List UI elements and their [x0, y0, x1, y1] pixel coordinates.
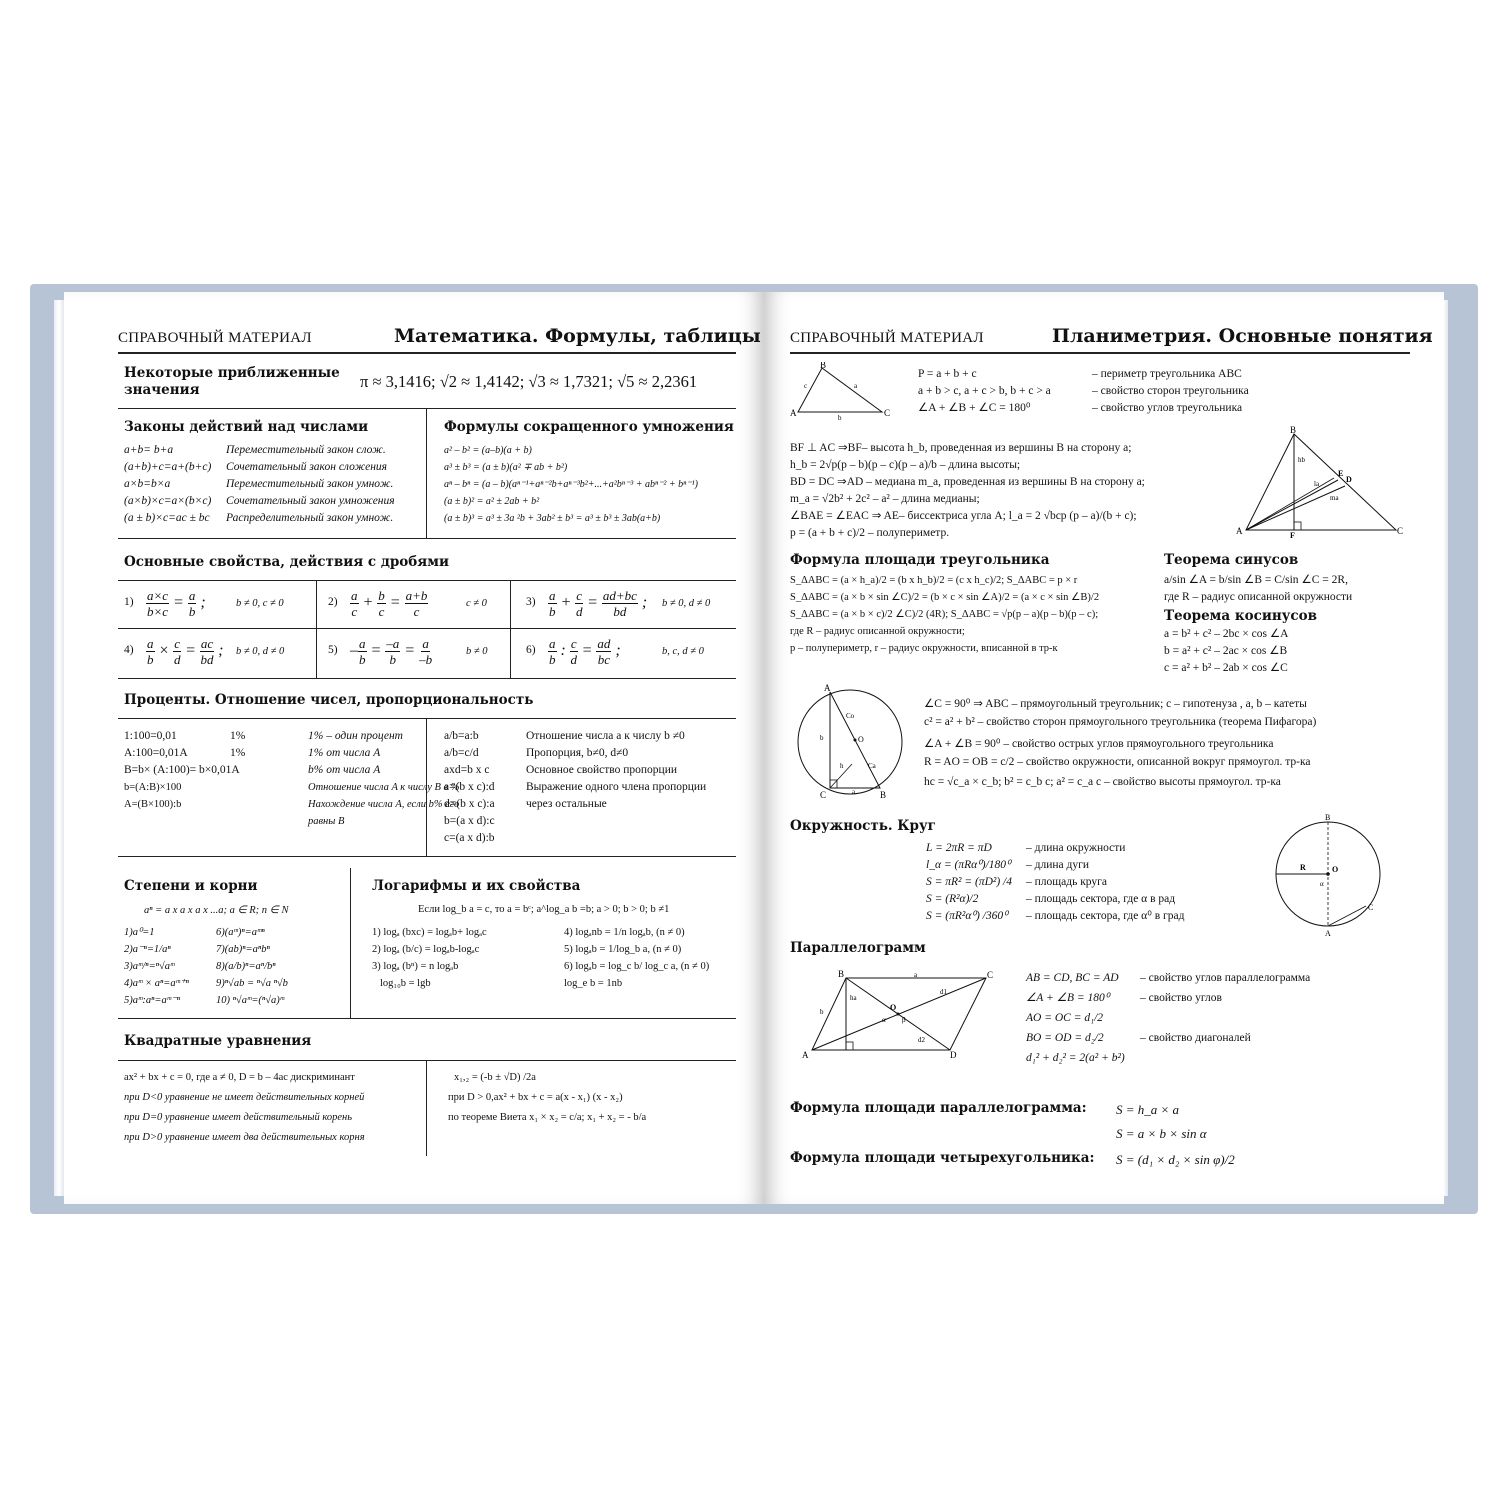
- right-page: [764, 292, 1444, 1204]
- cell: c=(a x d):b: [444, 832, 495, 844]
- cell: – свойство сторон треугольника: [1092, 385, 1249, 397]
- right-triangle-rows: [924, 696, 1316, 796]
- cell: 6)(aᵐ)ⁿ=aᵐⁿ: [216, 927, 265, 938]
- cell: 1% – один процент: [308, 730, 403, 742]
- frac-cond-4: b ≠ 0, d ≠ 0: [236, 646, 285, 657]
- label-C: C: [1397, 526, 1404, 536]
- area-triangle-formulas: [790, 572, 1099, 657]
- frac-num-3: 3): [526, 596, 536, 608]
- law-desc: Переместительный закон умнож.: [226, 478, 394, 490]
- law-desc: Сочетательный закон сложения: [226, 461, 388, 473]
- cell: Нахождение числа A, если b% его: [308, 799, 460, 810]
- approx-title-1: Некоторые приближенные: [124, 365, 340, 381]
- logs-col-a: [372, 924, 487, 992]
- cell: Отношение числа A к числу B в %: [308, 782, 460, 793]
- cell: R = AO = OB = c/2 – свойство окружности, описанной вокруг прямоугол. тр-ка: [924, 756, 1311, 768]
- label-C: C: [987, 970, 994, 980]
- cell: по теореме Виета x₁ × x₂ = c/a; x₁ + x₂ = - b/a: [448, 1112, 647, 1123]
- cell: L = 2πR = πD: [926, 842, 992, 854]
- frac-expr-6: $\frac{a}{b}$ : $\frac{c}{d}$ = $\frac{ad}{bc}$ ;: [549, 636, 621, 667]
- frac-num-1: 1): [124, 596, 134, 608]
- law-formula: (a ± b)×c=ac ± bc: [124, 512, 210, 524]
- cell: P = a + b + c: [918, 368, 977, 380]
- formula: (a ± b)² = a² ± 2ab + b²: [444, 496, 540, 507]
- cell: при D > 0,ax² + bx + c = a(x - x₁) (x - x₂): [448, 1092, 623, 1103]
- cell: S = πR² = (πD²) /4: [926, 876, 1012, 888]
- triangle-basic-formulas: [918, 366, 1051, 417]
- divider: [510, 580, 511, 678]
- cell: S_ΔABC = (a × h_a)/2 = (b x h_b)/2 = (c x h_c)/2; S_ΔABC = p × r: [790, 575, 1078, 586]
- percent-right-c: [526, 728, 706, 813]
- cell: – свойство углов: [1140, 992, 1222, 1004]
- cell: 6) logₐb = log_c b/ log_c a, (n ≠ 0): [564, 961, 710, 972]
- cell: a = b² + c² – 2bc × cos ∠A: [1164, 628, 1289, 640]
- powers-title: Степени и корни: [124, 878, 258, 894]
- label-A: A: [1236, 526, 1243, 536]
- divider: [426, 408, 427, 538]
- approx-values: π ≈ 3,1416; √2 ≈ 1,4142; √3 ≈ 1,7321; √5 ≈ 2,2361: [360, 372, 698, 391]
- frac-cond-1: b ≠ 0, c ≠ 0: [236, 598, 284, 609]
- cell: Пропорция, b≠0, d≠0: [526, 747, 629, 759]
- label-O: O: [1332, 865, 1339, 874]
- cell: A:100=0,01A: [124, 747, 188, 759]
- label-la: la: [1314, 480, 1320, 488]
- cell: при D=0 уравнение имеет действительный корень: [124, 1112, 353, 1123]
- label-h: h: [840, 762, 844, 770]
- approx-title-2: значения: [124, 382, 200, 398]
- circle-formulas: [926, 840, 1012, 925]
- powers-def: aⁿ = a x a x a x ...a; a ∈ R; n ∈ N: [144, 905, 289, 916]
- circle-diagram: [1270, 810, 1386, 940]
- cell: равны B: [308, 816, 345, 827]
- cell: a/sin ∠A = b/sin ∠B = C/sin ∠C = 2R,: [1164, 574, 1348, 586]
- percent-left-c: [308, 728, 459, 830]
- cell: BF ⊥ AC ⇒BF– высота h_b, проведенная из вершины B на сторону a;: [790, 442, 1132, 454]
- sines-title: Теорема синусов: [1164, 552, 1299, 568]
- frac-cond-5: b ≠ 0: [466, 646, 488, 657]
- quadratic-right: [448, 1072, 646, 1132]
- cell: 10) ⁿ√aᵐ=(ⁿ√a)ᵐ: [216, 995, 285, 1006]
- cell: d₁² + d₂² = 2(a² + b²): [1026, 1052, 1125, 1064]
- laws-title: Законы действий над числами: [124, 419, 369, 435]
- frac-expr-2: $\frac{a}{c}$ + $\frac{b}{c}$ = $\frac{a+b}{c}$: [351, 588, 428, 619]
- frac-num-5: 5): [328, 644, 338, 656]
- triangle-basic-desc: [1092, 366, 1249, 417]
- cell: h_b = 2√p(p – b)(p – c)(p – a)/b – длина высоты;: [790, 459, 1021, 471]
- cell: a=(b x c):d: [444, 781, 495, 793]
- quadratic-title: Квадратные уравнения: [124, 1033, 312, 1049]
- cell: p = (a + b + c)/2 – полупериметр.: [790, 527, 950, 539]
- divider: [316, 580, 317, 678]
- formula: a³ ± b³ = (a ± b)(a² ∓ ab + b²): [444, 462, 568, 473]
- cell: B=b× (A:100)= b×0,01A: [124, 764, 240, 776]
- frac-num-6: 6): [526, 644, 536, 656]
- label-O: O: [890, 1003, 897, 1012]
- label-hb: hb: [1298, 456, 1305, 464]
- cell: log₁₀b = lgb: [380, 978, 431, 989]
- frac-cond-3: b ≠ 0, d ≠ 0: [662, 598, 711, 609]
- rule: [118, 1060, 736, 1061]
- formula: aⁿ – bⁿ = (a – b)(aⁿ⁻¹+aⁿ⁻²b+aⁿ⁻³b²+...+a²bⁿ⁻³ + abⁿ⁻² + bⁿ⁻¹): [444, 479, 698, 490]
- cell: S_ΔABC = (a × b × c)/2 ∠C)/2 (4R); S_ΔABC = √p(p – a)(p – b)(p – c);: [790, 609, 1099, 620]
- label-Ca: Ca: [868, 762, 876, 770]
- label-C: C: [884, 408, 891, 418]
- label-E: E: [1338, 469, 1344, 478]
- label-B: B: [1290, 426, 1297, 435]
- cell: 5) logₐb = 1/log_b a, (n ≠ 0): [564, 944, 682, 955]
- left-page-edges: [54, 300, 64, 1196]
- rule: [118, 856, 736, 857]
- frac-num-2: 2): [328, 596, 338, 608]
- frac-expr-4: $\frac{a}{b}$ × $\frac{c}{d}$ = $\frac{ac}{bd}$ ;: [147, 636, 224, 667]
- laws-desc-list: [226, 442, 395, 527]
- cell: 2) logₐ (b/c) = logₐb-logₐc: [372, 944, 480, 955]
- cell: hc = √c_a × c_b; b² = c_b c; a² = c_a c – свойство высоты прямоугол. тр-ка: [924, 776, 1281, 788]
- label-Co: Co: [846, 712, 855, 720]
- cell: ∠A + ∠B + ∠C = 180⁰: [918, 402, 1031, 414]
- label-b: b: [838, 414, 842, 422]
- cell: b=(a x d):c: [444, 815, 495, 827]
- rule: [118, 678, 736, 679]
- circle-desc: [1026, 840, 1184, 925]
- header-rule: [118, 352, 736, 354]
- cosines-rows: [1164, 626, 1288, 677]
- cell: где R – радиус описанной окружности;: [790, 626, 965, 637]
- header-rule: [790, 352, 1410, 354]
- cell: ∠A + ∠B = 180⁰: [1026, 992, 1110, 1004]
- left-page-title: Математика. Формулы, таблицы: [394, 325, 761, 347]
- cell: b% от числа A: [308, 764, 381, 776]
- short-mult-title: Формулы сокращенного умножения: [444, 419, 734, 435]
- cell: 1) logₐ (bxc) = logₐb+ logₐc: [372, 927, 487, 938]
- label-c: c: [804, 382, 808, 390]
- cell: – длина дуги: [1026, 859, 1089, 871]
- label-B: B: [838, 970, 845, 979]
- cell: – свойство углов параллелограмма: [1140, 972, 1311, 984]
- cell: AO = OC = d₁/2: [1026, 1012, 1104, 1024]
- cell: AB = CD, BC = AD: [1026, 972, 1119, 984]
- cell: d=(b x c):a: [444, 798, 495, 810]
- cell: BO = OD = d₂/2: [1026, 1032, 1104, 1044]
- law-desc: Сочетательный закон умножения: [226, 495, 395, 507]
- powers-col-a: [124, 924, 189, 1009]
- label-O: O: [858, 735, 864, 744]
- cell: 1)a⁰=1: [124, 927, 155, 938]
- parallelogram-desc: [1140, 970, 1310, 1050]
- cell: BD = DC ⇒AD – медиана m_a, проведенная из вершины B на сторону a;: [790, 476, 1145, 488]
- cell: Выражение одного члена пропорции: [526, 781, 707, 793]
- label-C: C: [820, 790, 827, 800]
- rule: [118, 628, 736, 629]
- law-formula: (a×b)×c=a×(b×c): [124, 495, 212, 507]
- label-a: a: [852, 788, 856, 796]
- cell: S = (πR²α⁰) /360⁰: [926, 910, 1008, 922]
- cell: – площадь круга: [1026, 876, 1107, 888]
- frac-num-4: 4): [124, 644, 134, 656]
- right-header-label: СПРАВОЧНЫЙ МАТЕРИАЛ: [790, 330, 984, 346]
- divider: [350, 868, 351, 1018]
- cell: 1% от числа A: [308, 747, 381, 759]
- cell: axd=b x c: [444, 764, 490, 776]
- circle-title: Окружность. Круг: [790, 818, 936, 834]
- label-B: B: [880, 790, 887, 800]
- label-beta: β: [902, 1016, 906, 1024]
- frac-expr-3: $\frac{a}{b}$ + $\frac{c}{d}$ = $\frac{ad+bc}{bd}$ ;: [549, 588, 648, 619]
- parallelogram-diagram: [800, 970, 996, 1060]
- law-desc: Распределительный закон умнож.: [226, 512, 394, 524]
- cell: при D>0 уравнение имеет два действительных корня: [124, 1132, 365, 1143]
- cell: x₁,₂ = (-b ± √D) /2a: [454, 1072, 536, 1083]
- label-alpha: α: [882, 1016, 886, 1024]
- cell: где R – радиус описанной окружности: [1164, 591, 1353, 603]
- percent-title: Проценты. Отношение чисел, пропорциональность: [124, 692, 534, 708]
- cell: 1:100=0,01: [124, 730, 177, 742]
- cell: 2)a⁻ⁿ=1/aⁿ: [124, 944, 171, 955]
- label-B: B: [820, 362, 827, 370]
- left-header-label: СПРАВОЧНЫЙ МАТЕРИАЛ: [118, 330, 312, 346]
- rule: [118, 538, 736, 539]
- label-d2: d2: [918, 1036, 925, 1044]
- cell: – периметр треугольника ABC: [1092, 368, 1242, 380]
- area-par-f2: S = a × b × sin α: [1116, 1126, 1207, 1141]
- cell: ∠A + ∠B = 90⁰ – свойство острых углов прямоугольного треугольника: [924, 738, 1274, 750]
- cell: при D<0 уравнение не имеет действительных корней: [124, 1092, 365, 1103]
- cell: c = a² + b² – 2ab × cos ∠C: [1164, 662, 1288, 674]
- rule: [118, 408, 736, 409]
- frac-cond-6: b, c, d ≠ 0: [662, 646, 704, 657]
- label-d1: d1: [940, 988, 947, 996]
- area-triangle-title: Формула площади треугольника: [790, 552, 1050, 568]
- formula: a² – b² = (a–b)(a + b): [444, 445, 532, 456]
- label-b: b: [820, 1008, 824, 1016]
- percent-left-a: [124, 728, 240, 813]
- cell: 3)aᵐ/ⁿ=ⁿ√aᵐ: [124, 961, 175, 972]
- label-F: F: [1290, 531, 1295, 538]
- percent-left-b: [230, 728, 245, 762]
- cell: a/b=a:b: [444, 730, 479, 742]
- label-B: B: [1325, 813, 1331, 822]
- label-a: a: [914, 971, 918, 979]
- frac-cond-2: c ≠ 0: [466, 598, 487, 609]
- logs-def: Если log_b a = c, то a = bᶜ; a^log_a b =b; a > 0; b > 0; b ≠1: [418, 904, 670, 915]
- cell: ∠BAE = ∠EAC ⇒ AE– биссектриса угла A; l_a = 2 √bcp (p – a)/(b + c);: [790, 510, 1137, 522]
- cell: – свойство углов треугольника: [1092, 402, 1243, 414]
- area-par-label: Формула площади параллелограмма:: [790, 1100, 1087, 1116]
- frac-expr-5: – $\frac{a}{b}$ = $\frac{-a}{b}$ = $\frac{a}{-b}$: [350, 636, 433, 667]
- triangle-lines: [790, 440, 1145, 542]
- cell: 1%: [230, 747, 246, 759]
- cell: 1%: [230, 730, 246, 742]
- sines-rows: [1164, 572, 1352, 606]
- label-C: C: [1368, 903, 1374, 912]
- cell: b=(A:B)×100: [124, 782, 182, 793]
- cell: 7)(ab)ⁿ=aⁿbⁿ: [216, 944, 270, 955]
- label-b: b: [820, 734, 824, 742]
- area-par-f1: S = h_a × a: [1116, 1102, 1180, 1117]
- cell: 9)ⁿ√ab = ⁿ√a ⁿ√b: [216, 978, 288, 989]
- cell: – свойство диагоналей: [1140, 1032, 1251, 1044]
- rule: [118, 718, 736, 719]
- cell: b = a² + c² – 2ac × cos ∠B: [1164, 645, 1288, 657]
- law-formula: a+b= b+a: [124, 444, 174, 456]
- powers-col-b: [216, 924, 288, 1009]
- cell: – площадь сектора, где α⁰ в град: [1026, 910, 1185, 922]
- parallelogram-title: Параллелограмм: [790, 940, 926, 956]
- cell: log_e b = 1nb: [564, 978, 623, 989]
- area-quad-f: S = (d₁ × d₂ × sin φ)/2: [1116, 1152, 1235, 1167]
- rule: [118, 580, 736, 581]
- law-formula: a×b=b×a: [124, 478, 171, 490]
- cell: [1140, 1010, 1310, 1030]
- fractions-title: Основные свойства, действия с дробями: [124, 554, 450, 570]
- cell: A=(B×100):b: [124, 799, 182, 810]
- cell: через остальные: [526, 798, 607, 810]
- label-ma: ma: [1330, 494, 1339, 502]
- logs-col-b: [564, 924, 709, 992]
- law-desc: Переместительный закон слож.: [226, 444, 386, 456]
- laws-list: [124, 442, 211, 527]
- cell: 4)aᵐ × aⁿ=aᵐ⁺ⁿ: [124, 978, 189, 989]
- cell: Основное свойство пропорции: [526, 764, 678, 776]
- triangle-heights-diagram: [1234, 426, 1404, 538]
- rule: [118, 1018, 736, 1019]
- label-A: A: [802, 1050, 809, 1060]
- label-D: D: [950, 1050, 957, 1060]
- label-alpha: α: [1320, 880, 1324, 888]
- law-formula: (a+b)+c=a+(b+c): [124, 461, 212, 473]
- divider: [426, 1060, 427, 1156]
- cell: ax² + bx + c = 0, где a ≠ 0, D = b – 4ac дискриминант: [124, 1072, 355, 1083]
- right-page-title: Планиметрия. Основные понятия: [1052, 325, 1433, 347]
- cell: m_a = √2b² + 2c² – a² – длина медианы;: [790, 493, 980, 505]
- cell: 3) logₐ (bⁿ) = n logₐb: [372, 961, 459, 972]
- right-triangle-circle-diagram: [794, 684, 906, 800]
- cell: S_ΔABC = (a × b × sin ∠C)/2 = (b × c × sin ∠A)/2 = (a × c × sin ∠B)/2: [790, 592, 1100, 603]
- formula: (a ± b)³ = a³ ± 3a ²b + 3ab² ± b³ = a³ ± b³ ± 3ab(a+b): [444, 513, 661, 524]
- label-a: a: [854, 382, 858, 390]
- cell: 8)(a/b)ⁿ=aⁿ/bⁿ: [216, 961, 276, 972]
- label-A: A: [1325, 929, 1331, 938]
- label-R: R: [1300, 863, 1306, 872]
- label-A: A: [824, 684, 831, 693]
- cell: Отношение числа a к числу b ≠0: [526, 730, 685, 742]
- label-ha: ha: [850, 994, 857, 1002]
- cell: 4) logₐnb = 1/n logₐb, (n ≠ 0): [564, 927, 685, 938]
- short-mult-list: [444, 442, 698, 527]
- cell: c² = a² + b² – свойство сторон прямоугольного треугольника (теорема Пифагора): [924, 716, 1317, 728]
- label-D: D: [1346, 475, 1352, 484]
- quadratic-left: [124, 1072, 365, 1152]
- cell: l_α = (πRα⁰)/180⁰: [926, 859, 1011, 871]
- cell: S = (R²α)/2: [926, 893, 979, 905]
- cosines-title: Теорема косинусов: [1164, 608, 1317, 624]
- logs-title: Логарифмы и их свойства: [372, 878, 581, 894]
- cell: a + b > c, a + c > b, b + c > a: [918, 385, 1051, 397]
- cell: a/b=c/d: [444, 747, 479, 759]
- area-quad-label: Формула площади четырехугольника:: [790, 1150, 1095, 1166]
- cell: p – полупериметр, r – радиус окружности, вписанной в тр-к: [790, 643, 1058, 654]
- cell: ∠C = 90⁰ ⇒ ABC – прямоугольный треугольник; c – гипотенуза , a, b – катеты: [924, 698, 1307, 710]
- cell: – длина окружности: [1026, 842, 1126, 854]
- left-page: [64, 292, 764, 1204]
- cell: – площадь сектора, где α в рад: [1026, 893, 1176, 905]
- frac-expr-1: $\frac{a\times c}{b\times c}$ = $\frac{a}{b}$ ;: [147, 588, 206, 619]
- triangle-diagram: [790, 362, 894, 422]
- parallelogram-formulas: [1026, 970, 1125, 1070]
- label-A: A: [790, 408, 797, 418]
- percent-right-a: [444, 728, 495, 847]
- cell: 5)aᵐ:aⁿ=aᵐ⁻ⁿ: [124, 995, 180, 1006]
